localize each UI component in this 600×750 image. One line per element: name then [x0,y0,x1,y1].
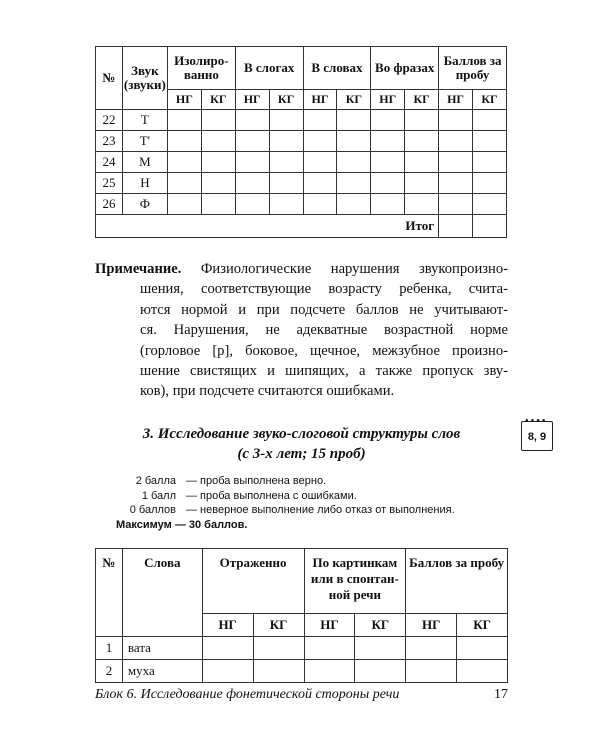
note-label: Примечание. [95,261,182,277]
header-reflected: Отраженно [202,549,304,614]
row-sound: М [122,152,167,173]
header-pictures: По картинкам или в спонтан- ной речи [304,549,406,614]
words-table [95,548,508,683]
scoring-item [115,489,455,504]
table-row [96,637,508,660]
row-num: 23 [96,131,123,152]
note-line: (горловое [р], боковое, щечное, межзубное произно- [140,342,508,359]
subheader-ng: НГ [406,614,457,637]
scoring-score: 1 балл [141,489,176,502]
subheader-ng: НГ [439,90,473,110]
subheader-kg: КГ [457,614,508,637]
total-label: Итог [96,215,439,238]
header-isolated: Изолиро- ванно [167,47,235,90]
header-phrases: Во фразах [371,47,439,90]
header-words: В словах [303,47,371,90]
table-row [96,152,507,173]
row-num: 2 [96,660,123,683]
subheader-kg: КГ [201,90,235,110]
note-line: шения, соответствующие возрасту ребенка, счита- [140,281,508,298]
table-row [96,110,507,131]
note-line: ются нормой и при подсчете баллов не учитывают- [140,301,508,318]
table-row [96,173,507,194]
scoring-desc: — неверное выполнение либо отказ от выполнения. [186,504,455,516]
header-score: Баллов за пробу [439,47,507,90]
header-num: № [96,47,123,110]
scoring-score: 0 баллов [129,504,176,516]
page-footer [95,687,508,703]
row-sound: Т' [122,131,167,152]
scoring-max: Максимум — 30 баллов. [116,518,248,531]
table-row [96,131,507,152]
total-row [96,215,507,238]
page-number: 17 [494,687,508,702]
subheader-kg: КГ [473,90,507,110]
note-line: ся. Нарушения, не адекватные возрастной норме [140,322,508,339]
note-paragraph [95,259,508,402]
table-row [96,194,507,215]
subheader-kg: КГ [355,614,406,637]
subheader-ng: НГ [371,90,405,110]
row-num: 1 [96,637,123,660]
subheader-kg: КГ [337,90,371,110]
scoring-item [115,503,455,518]
subheader-kg: КГ [269,90,303,110]
sound-table [95,46,507,238]
footer-text: Блок 6. Исследование фонетической стороны речи [95,687,400,702]
header-score: Баллов за пробу [406,549,508,614]
subheader-ng: НГ [235,90,269,110]
subheader-ng: НГ [303,90,337,110]
section-title-line1: 3. Исследование звуко-слоговой структуры слов [142,426,461,442]
header-sound: Звук (звуки) [122,47,167,110]
row-sound: Ф [122,194,167,215]
row-sound: Т [122,110,167,131]
row-num: 26 [96,194,123,215]
badge-label: 8, 9 [527,431,547,443]
table-row [96,660,508,683]
note-line: ков), при подсчете считаются ошибками. [140,383,395,400]
scoring-desc: — проба выполнена с ошибками. [186,489,357,502]
note-line: шение свистящих и шипящих, а также пропуск зву- [140,363,508,380]
row-sound: Н [122,173,167,194]
scoring-score: 2 балла [135,475,176,487]
section-title-line2: (с 3-х лет; 15 проб) [237,446,366,462]
header-num: № [96,549,123,637]
subheader-ng: НГ [202,614,253,637]
row-num: 25 [96,173,123,194]
subheader-ng: НГ [304,614,355,637]
header-syllables: В слогах [235,47,303,90]
subheader-kg: КГ [405,90,439,110]
scoring-desc: — проба выполнена верно. [186,475,327,487]
subheader-ng: НГ [167,90,201,110]
subheader-kg: КГ [253,614,304,637]
page-reference-badge [521,418,553,451]
note-line: Физиологические нарушения звукопроизно- [200,261,508,277]
row-num: 24 [96,152,123,173]
scoring-legend [115,474,455,532]
row-num: 22 [96,110,123,131]
scoring-item [115,474,455,489]
row-word: вата [122,637,202,660]
row-word: муха [122,660,202,683]
binder-rings-icon: ●●●● [525,418,548,424]
header-word: Слова [122,549,202,637]
section-title [95,424,508,464]
